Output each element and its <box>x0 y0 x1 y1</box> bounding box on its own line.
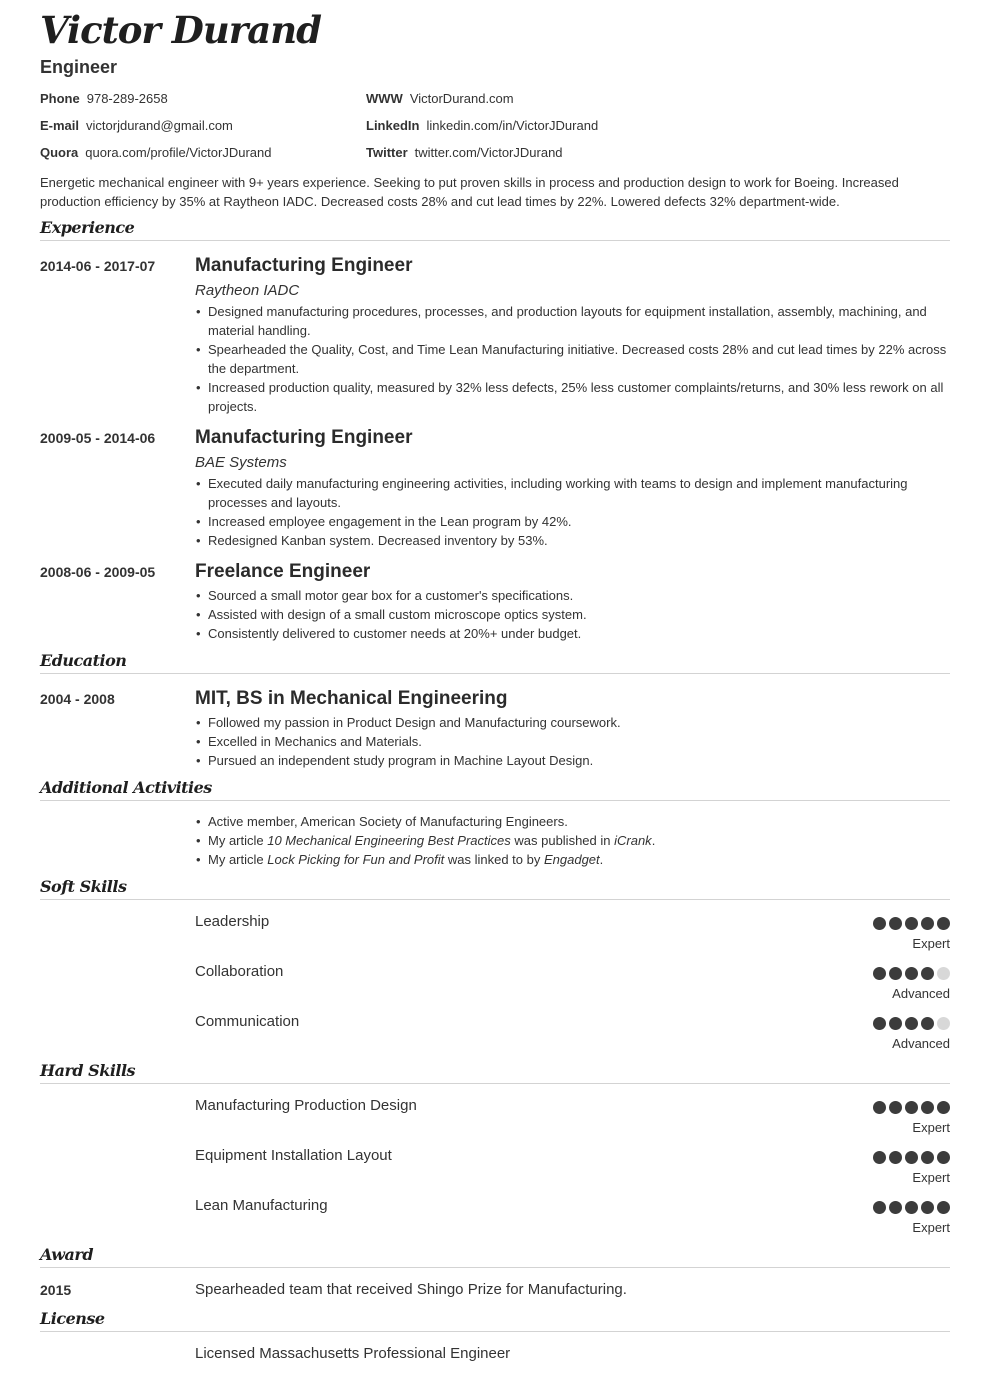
rating-dot-filled <box>921 1151 934 1164</box>
skill-level: Advanced <box>892 986 950 1001</box>
section-title-award: Award <box>40 1245 94 1264</box>
contact-value: 978-289-2658 <box>86 91 168 106</box>
rating-dot-filled <box>905 917 918 930</box>
license-text: Licensed Massachusetts Professional Engineer <box>195 1345 511 1362</box>
activities-bullets <box>195 812 950 869</box>
skill-level: Expert <box>912 1170 950 1185</box>
skill-name: Lean Manufacturing <box>195 1197 328 1214</box>
section-divider <box>40 899 950 900</box>
rating-dot-filled <box>921 1201 934 1214</box>
rating-dot-filled <box>921 1101 934 1114</box>
skill-name: Equipment Installation Layout <box>195 1147 392 1164</box>
contact-label: Twitter <box>366 145 408 160</box>
contact-label: WWW <box>366 91 403 106</box>
contact-twitter <box>366 145 563 160</box>
rating-dot-filled <box>889 1101 902 1114</box>
experience-bullets <box>195 586 950 643</box>
rating-dot-filled <box>905 967 918 980</box>
rating-dot-filled <box>905 1201 918 1214</box>
rating-dot-filled <box>889 967 902 980</box>
award-year: 2015 <box>40 1282 72 1298</box>
section-title-activities: Additional Activities <box>40 778 212 797</box>
section-divider <box>40 1083 950 1084</box>
contact-value[interactable]: VictorDurand.com <box>409 91 514 106</box>
list-item: • Pursued an independent study program in Machine Layout Design. <box>195 751 950 770</box>
rating-dot-filled <box>889 1151 902 1164</box>
section-divider <box>40 1267 950 1268</box>
skill-rating <box>873 967 950 980</box>
experience-dates: 2008-06 - 2009-05 <box>40 564 156 580</box>
experience-dates: 2014-06 - 2017-07 <box>40 258 156 274</box>
list-item: • Excelled in Mechanics and Materials. <box>195 732 950 751</box>
skill-rating <box>873 1101 950 1114</box>
contact-value[interactable]: quora.com/profile/VictorJDurand <box>85 145 272 160</box>
rating-dot-filled <box>921 1017 934 1030</box>
skill-level: Expert <box>912 1120 950 1135</box>
list-item: • My article 10 Mechanical Engineering Best Practices was published in iCrank. <box>195 831 950 850</box>
list-item: • My article Lock Picking for Fun and Profit was linked to by Engadget. <box>195 850 950 869</box>
skill-rating <box>873 1201 950 1214</box>
rating-dot-filled <box>937 1151 950 1164</box>
award-text: Spearheaded team that received Shingo Prize for Manufacturing. <box>195 1281 627 1298</box>
contact-label: Quora <box>40 145 79 160</box>
rating-dot-filled <box>873 1151 886 1164</box>
list-item: • Designed manufacturing procedures, processes, and production layouts for equipment installation, assembly, machining, and material handling. <box>195 302 950 340</box>
list-item: • Consistently delivered to customer needs at 20%+ under budget. <box>195 624 950 643</box>
education-dates: 2004 - 2008 <box>40 691 115 707</box>
section-divider <box>40 800 950 801</box>
list-item: • Sourced a small motor gear box for a customer's specifications. <box>195 586 950 605</box>
experience-role: Manufacturing Engineer <box>195 255 413 276</box>
section-divider <box>40 673 950 674</box>
skill-level: Advanced <box>892 1036 950 1051</box>
section-title-education: Education <box>40 651 127 670</box>
article-title: 10 Mechanical Engineering Best Practices <box>267 833 511 848</box>
publication-name: iCrank <box>614 833 652 848</box>
rating-dot-filled <box>889 1201 902 1214</box>
list-item: • Active member, American Society of Manufacturing Engineers. <box>195 812 950 831</box>
education-degree: MIT, BS in Mechanical Engineering <box>195 688 508 709</box>
list-item: • Followed my passion in Product Design and Manufacturing coursework. <box>195 713 950 732</box>
candidate-title: Engineer <box>40 57 118 77</box>
experience-role: Freelance Engineer <box>195 561 371 582</box>
rating-dot-filled <box>937 1101 950 1114</box>
rating-dot-empty <box>937 1017 950 1030</box>
candidate-name: Victor Durand <box>40 8 322 52</box>
rating-dot-filled <box>905 1151 918 1164</box>
experience-company: BAE Systems <box>195 454 287 471</box>
contact-value[interactable]: twitter.com/VictorJDurand <box>414 145 563 160</box>
contact-value[interactable]: victorjdurand@gmail.com <box>86 118 233 133</box>
rating-dot-filled <box>873 1017 886 1030</box>
skill-name: Communication <box>195 1013 300 1030</box>
skill-level: Expert <box>912 936 950 951</box>
rating-dot-filled <box>889 917 902 930</box>
list-item: • Increased production quality, measured by 32% less defects, 25% less customer complaints/returns, and 30% less rework on all projects. <box>195 378 950 416</box>
rating-dot-filled <box>921 917 934 930</box>
skill-level: Expert <box>912 1220 950 1235</box>
list-item: • Assisted with design of a small custom microscope optics system. <box>195 605 950 624</box>
contact-www <box>366 91 514 106</box>
list-item: • Redesigned Kanban system. Decreased inventory by 53%. <box>195 531 950 550</box>
contact-label: Phone <box>40 91 80 106</box>
skill-rating <box>873 917 950 930</box>
rating-dot-filled <box>937 917 950 930</box>
contact-linkedin <box>366 118 598 133</box>
skill-rating <box>873 1017 950 1030</box>
contact-value[interactable]: linkedin.com/in/VictorJDurand <box>426 118 599 133</box>
section-title-experience: Experience <box>40 218 135 237</box>
contact-phone <box>40 91 168 106</box>
rating-dot-filled <box>873 967 886 980</box>
experience-company: Raytheon IADC <box>195 282 300 299</box>
publication-name: Engadget <box>543 852 600 867</box>
article-title: Lock Picking for Fun and Profit <box>267 852 445 867</box>
section-title-hard-skills: Hard Skills <box>40 1061 136 1080</box>
experience-bullets <box>195 302 950 416</box>
contact-quora <box>40 145 271 160</box>
experience-bullets <box>195 474 950 550</box>
section-title-soft-skills: Soft Skills <box>40 877 127 896</box>
skill-rating <box>873 1151 950 1164</box>
list-item: • Increased employee engagement in the Lean program by 42%. <box>195 512 950 531</box>
experience-role: Manufacturing Engineer <box>195 427 413 448</box>
list-item: • Spearheaded the Quality, Cost, and Time Lean Manufacturing initiative. Decreased costs 28% and cut lead times by 22% across the department. <box>195 340 950 378</box>
skill-name: Collaboration <box>195 963 284 980</box>
skill-name: Leadership <box>195 913 270 930</box>
rating-dot-filled <box>873 917 886 930</box>
section-divider <box>40 240 950 241</box>
list-item: • Executed daily manufacturing engineering activities, including working with teams to design and implement manufacturing processes and layouts. <box>195 474 950 512</box>
section-divider <box>40 1331 950 1332</box>
rating-dot-filled <box>921 967 934 980</box>
contact-email <box>40 118 233 133</box>
summary: Energetic mechanical engineer with 9+ years experience. Seeking to put proven skills in process and production design to work for Boeing. Increased production efficiency by 35% at Raytheon IADC. Decreased costs 28% and cut lead times by 22%. Lowered defects 32% department-wide. <box>40 175 899 209</box>
rating-dot-empty <box>937 967 950 980</box>
rating-dot-filled <box>889 1017 902 1030</box>
rating-dot-filled <box>905 1101 918 1114</box>
rating-dot-filled <box>937 1201 950 1214</box>
rating-dot-filled <box>873 1101 886 1114</box>
skill-name: Manufacturing Production Design <box>195 1097 417 1114</box>
contact-label: E-mail <box>40 118 80 133</box>
education-bullets <box>195 713 950 770</box>
experience-dates: 2009-05 - 2014-06 <box>40 430 156 446</box>
rating-dot-filled <box>873 1201 886 1214</box>
section-title-license: License <box>40 1309 105 1328</box>
contact-label: LinkedIn <box>366 118 420 133</box>
rating-dot-filled <box>905 1017 918 1030</box>
